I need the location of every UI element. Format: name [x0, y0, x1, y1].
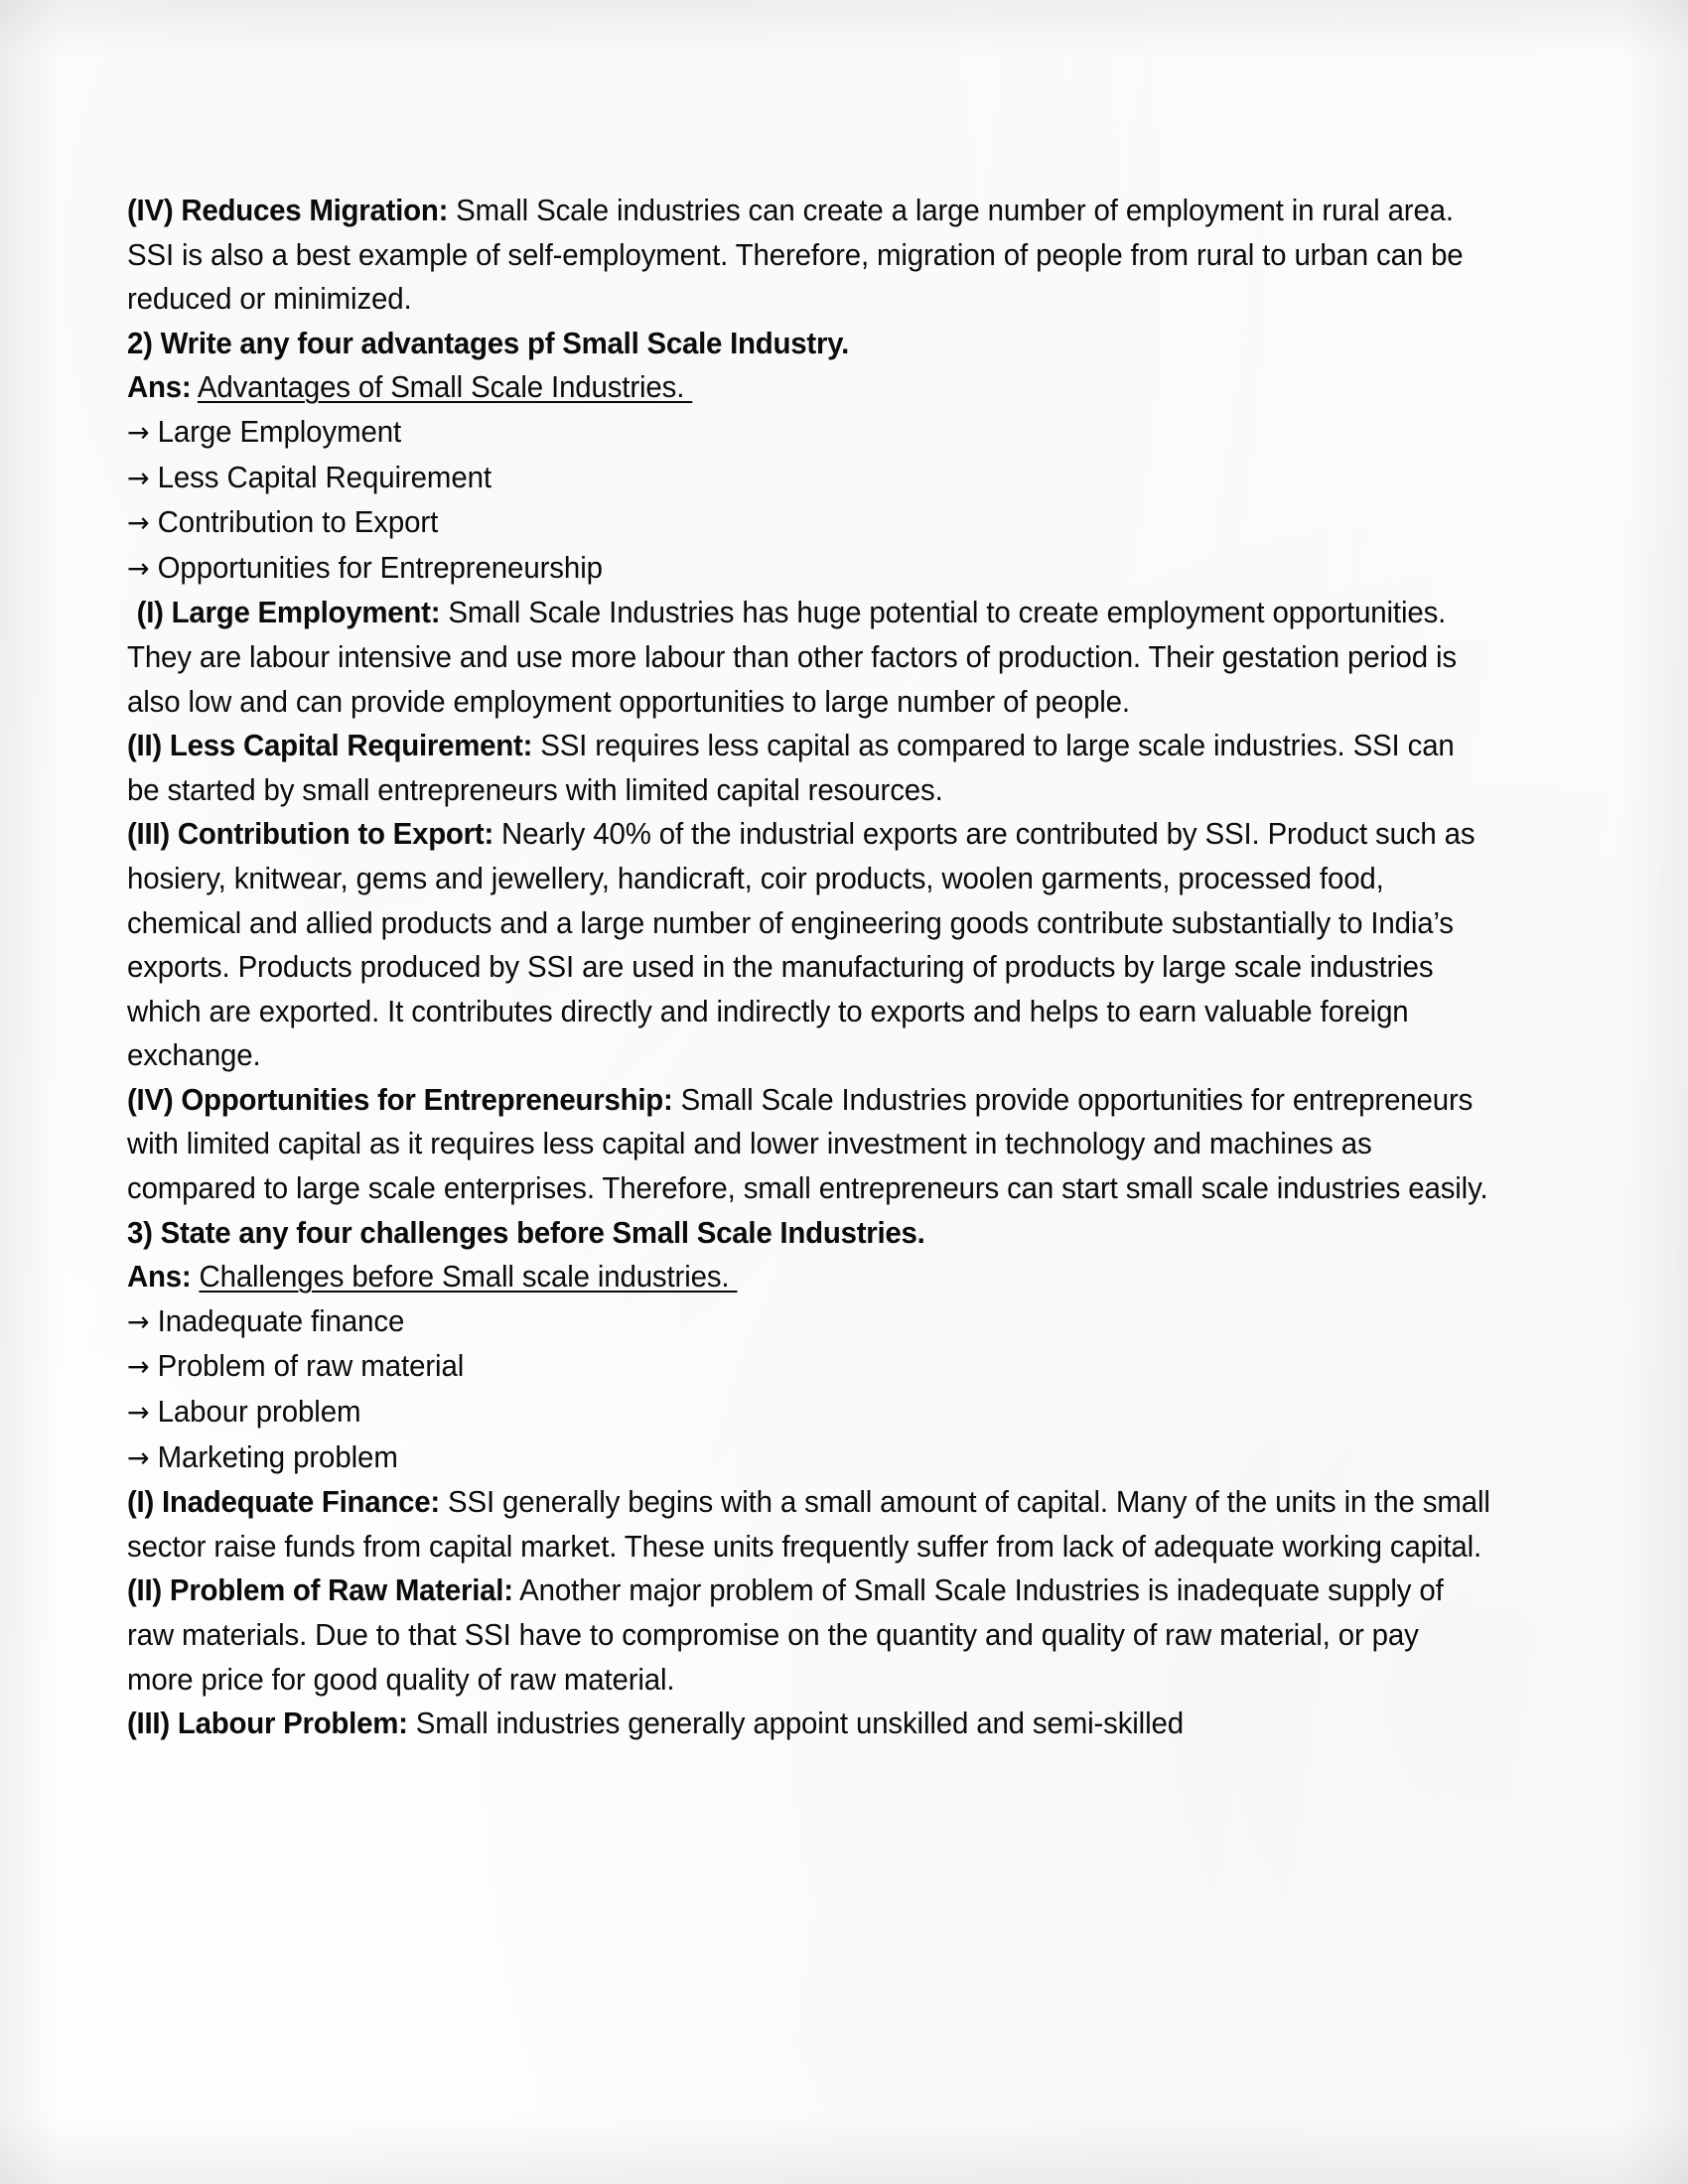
paragraph-lead-in: (II) Problem of Raw Material:	[127, 1573, 513, 1608]
list-item	[127, 1390, 1492, 1435]
paragraph-lead-in: (I) Large Employment:	[136, 596, 441, 630]
paragraph-problem-of-raw-material	[127, 1569, 1492, 1702]
answer-label: Ans:	[127, 370, 192, 405]
paragraph-lead-in: (IV) Opportunities for Entrepreneurship:	[127, 1082, 673, 1117]
paragraph-text: Small Scale Industries provide opportunities for entrepreneurs with limited capital as it requires less capital and lower investment in technology and machines as compared to large scale enterprises. Therefore, small entrepreneurs can start small scale industries easily.	[127, 1082, 1488, 1206]
page-shadow-left	[0, 0, 62, 2184]
paragraph-lead-in: (II) Less Capital Requirement:	[127, 729, 533, 763]
paragraph-text: SSI requires less capital as compared to large scale industries. SSI can be started by small entrepreneurs with limited capital resources.	[127, 729, 1463, 807]
answer-heading-3	[127, 1255, 1492, 1299]
page-shadow-right	[1618, 0, 1688, 2184]
paragraph-text: Nearly 40% of the industrial exports are contributed by SSI. Product such as hosiery, knitwear, gems and jewellery, handicraft, coir products, woolen garments, processed food, chemical and allied products and a large number of engineering goods contribute substantially to India’s exports. Products produced by SSI are used in the manufacturing of products by large scale industries which are exported. It contributes directly and indirectly to exports and helps to earn valuable foreign exchange.	[127, 817, 1483, 1073]
page-shadow-top	[0, 0, 1688, 58]
question-heading-2: 2) Write any four advantages pf Small Scale Industry.	[127, 326, 850, 360]
document-body	[127, 189, 1542, 1746]
list-item	[127, 1435, 1492, 1481]
paragraph-labour-problem	[127, 1702, 1492, 1746]
list-item	[127, 410, 1492, 456]
paragraph-text: SSI generally begins with a small amount of capital. Many of the units in the small sector raise funds from capital market. These units frequently suffer from lack of adequate working capital.	[127, 1485, 1498, 1564]
list-item-label: Inadequate finance	[157, 1303, 405, 1338]
arrow-bullet-icon: →	[127, 506, 150, 540]
list-item-label: Large Employment	[157, 414, 402, 449]
list-item	[127, 546, 1492, 592]
list-item	[127, 1344, 1492, 1390]
arrow-bullet-icon: →	[127, 415, 150, 449]
arrow-bullet-icon: →	[127, 551, 150, 585]
paragraph-contribution-to-export	[127, 812, 1492, 1078]
answer-label: Ans:	[127, 1260, 192, 1295]
arrow-bullet-icon: →	[127, 461, 150, 494]
list-item	[127, 456, 1492, 501]
paragraph-text: Another major problem of Small Scale Industries is inadequate supply of raw materials. Due to that SSI have to compromise on the quantity and quality of raw material, or pay more price for good quality of raw material.	[127, 1573, 1452, 1697]
paragraph-reduces-migration	[127, 189, 1492, 322]
paragraph-lead-in: (IV) Reduces Migration:	[127, 194, 449, 227]
answer-title: Challenges before Small scale industries.	[199, 1260, 738, 1295]
list-item	[127, 500, 1492, 546]
page-shadow-bottom	[0, 2115, 1688, 2184]
list-item-label: Labour problem	[157, 1395, 361, 1430]
paragraph-lead-in: (I) Inadequate Finance:	[127, 1485, 440, 1520]
paragraph-inadequate-finance	[127, 1480, 1498, 1569]
paragraph-text: Small Scale Industries has huge potential to create employment opportunities. They are labour intensive and use more labour than other factors of production. Their gestation period is also low and can provide employment opportunities to large number of people.	[127, 596, 1465, 719]
arrow-bullet-icon: →	[127, 1304, 150, 1338]
paragraph-large-employment	[127, 591, 1492, 724]
list-item-label: Marketing problem	[157, 1439, 398, 1474]
answer-title: Advantages of Small Scale Industries.	[197, 370, 693, 405]
arrow-bullet-icon: →	[127, 1350, 150, 1384]
answer-heading-2	[127, 365, 1492, 410]
list-item-label: Opportunities for Entrepreneurship	[157, 550, 603, 585]
paragraph-less-capital-requirement	[127, 724, 1492, 812]
paragraph-text: Small Scale industries can create a large number of employment in rural area. SSI is also a best example of self-employment. Therefore, migration of people from rural to urban can be reduced or minimized.	[127, 194, 1472, 317]
question-heading-3: 3) State any four challenges before Small Scale Industries.	[127, 1215, 925, 1250]
arrow-bullet-icon: →	[127, 1396, 150, 1430]
list-item-label: Problem of raw material	[157, 1349, 465, 1384]
paragraph-opportunities-for-entrepreneurship	[127, 1078, 1492, 1211]
list-item-label: Less Capital Requirement	[157, 460, 492, 494]
paragraph-lead-in: (III) Labour Problem:	[127, 1706, 408, 1741]
paragraph-lead-in: (III) Contribution to Export:	[127, 817, 494, 852]
paragraph-text: Small industries generally appoint unskilled and semi-skilled	[407, 1706, 1184, 1741]
list-item-label: Contribution to Export	[157, 505, 439, 540]
arrow-bullet-icon: →	[127, 1440, 150, 1474]
list-item	[127, 1299, 1492, 1345]
